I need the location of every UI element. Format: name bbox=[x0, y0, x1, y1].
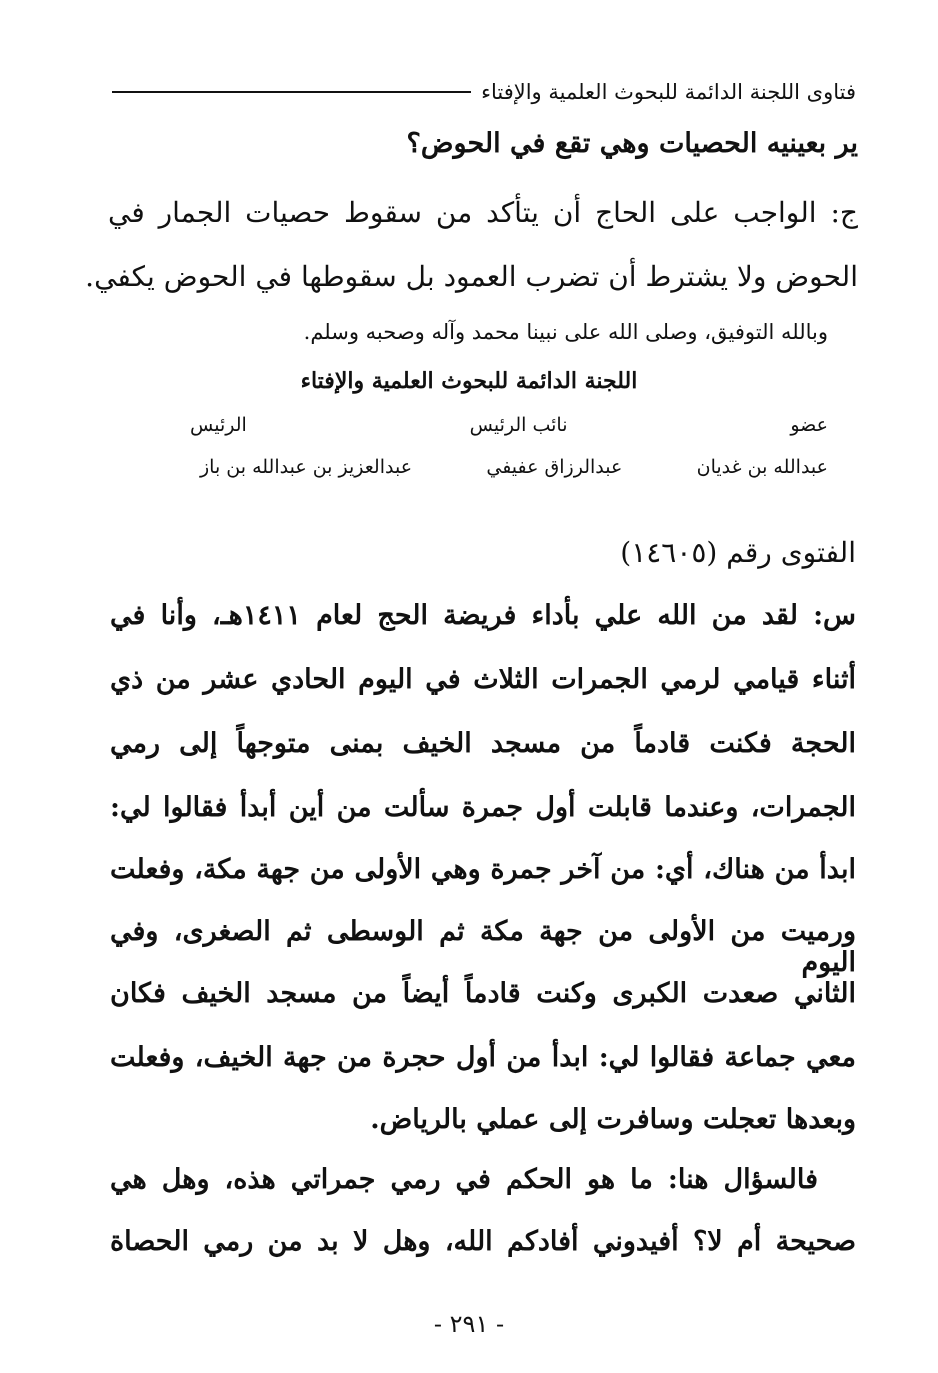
question-line-9: وبعدها تعجلت وسافرت إلى عملي بالرياض. bbox=[370, 1104, 856, 1135]
question-line-4: الجمرات، وعندما قابلت أول جمرة سألت من أين أبدأ فقالوا لي: bbox=[110, 792, 856, 823]
closing-prayer: وبالله التوفيق، وصلى الله على نبينا محمد وآله وصحبه وسلم. bbox=[303, 320, 828, 344]
prev-answer-line-1: ج: الواجب على الحاج أن يتأكد من سقوط حصيات الجمار في bbox=[108, 196, 858, 229]
signatory-names bbox=[200, 456, 828, 478]
question-line-8: معي جماعة فقالوا لي: ابدأ من أول حجرة من جهة الخيف، وفعلت bbox=[110, 1042, 856, 1073]
question-line-2: أثناء قيامي لرمي الجمرات الثلاث في اليوم الحادي عشر من ذي bbox=[110, 664, 856, 695]
question-line-1: س: لقد من الله علي بأداء فريضة الحج لعام ١٤١١هـ، وأنا في bbox=[110, 600, 857, 631]
committee-title: اللجنة الدائمة للبحوث العلمية والإفتاء bbox=[300, 368, 638, 394]
role-president: الرئيس bbox=[190, 414, 247, 436]
role-vice-president: نائب الرئيس bbox=[469, 414, 568, 436]
question-line-10: فالسؤال هنا: ما هو الحكم في رمي جمراتي هذه، وهل هي bbox=[110, 1164, 818, 1195]
role-member: عضو bbox=[790, 414, 828, 436]
prev-answer-line-2: الحوض ولا يشترط أن تضرب العمود بل سقوطها في الحوض يكفي. bbox=[85, 260, 858, 293]
name-member: عبدالله بن غديان bbox=[696, 456, 828, 478]
question-line-3: الحجة فكنت قادماً من مسجد الخيف بمنى متوجهاً إلى رمي bbox=[110, 728, 856, 759]
name-vice-president: عبدالرزاق عفيفي bbox=[486, 456, 623, 478]
name-president: عبدالعزيز بن عبدالله بن باز bbox=[200, 456, 413, 478]
header-rule bbox=[112, 91, 471, 93]
question-line-5: ابدأ من هناك، أي: من آخر جمرة وهي الأولى من جهة مكة، وفعلت bbox=[110, 854, 856, 885]
question-line-11: صحيحة أم لا؟ أفيدوني أفادكم الله، وهل لا بد من رمي الحصاة bbox=[110, 1226, 856, 1257]
header-title: فتاوى اللجنة الدائمة للبحوث العلمية والإفتاء bbox=[481, 80, 856, 104]
running-header bbox=[112, 72, 856, 112]
fatwa-number: الفتوى رقم (١٤٦٠٥) bbox=[620, 536, 856, 569]
signatory-roles bbox=[190, 414, 828, 436]
question-line-6: ورميت من الأولى من جهة مكة ثم الوسطى ثم الصغرى، وفي اليوم bbox=[110, 916, 856, 978]
page-number: - ٢٩١ - bbox=[433, 1310, 505, 1338]
question-line-7: الثاني صعدت الكبرى وكنت قادماً أيضاً من مسجد الخيف فكان bbox=[110, 978, 856, 1009]
prev-question-tail: ير بعينيه الحصيات وهي تقع في الحوض؟ bbox=[406, 128, 858, 159]
